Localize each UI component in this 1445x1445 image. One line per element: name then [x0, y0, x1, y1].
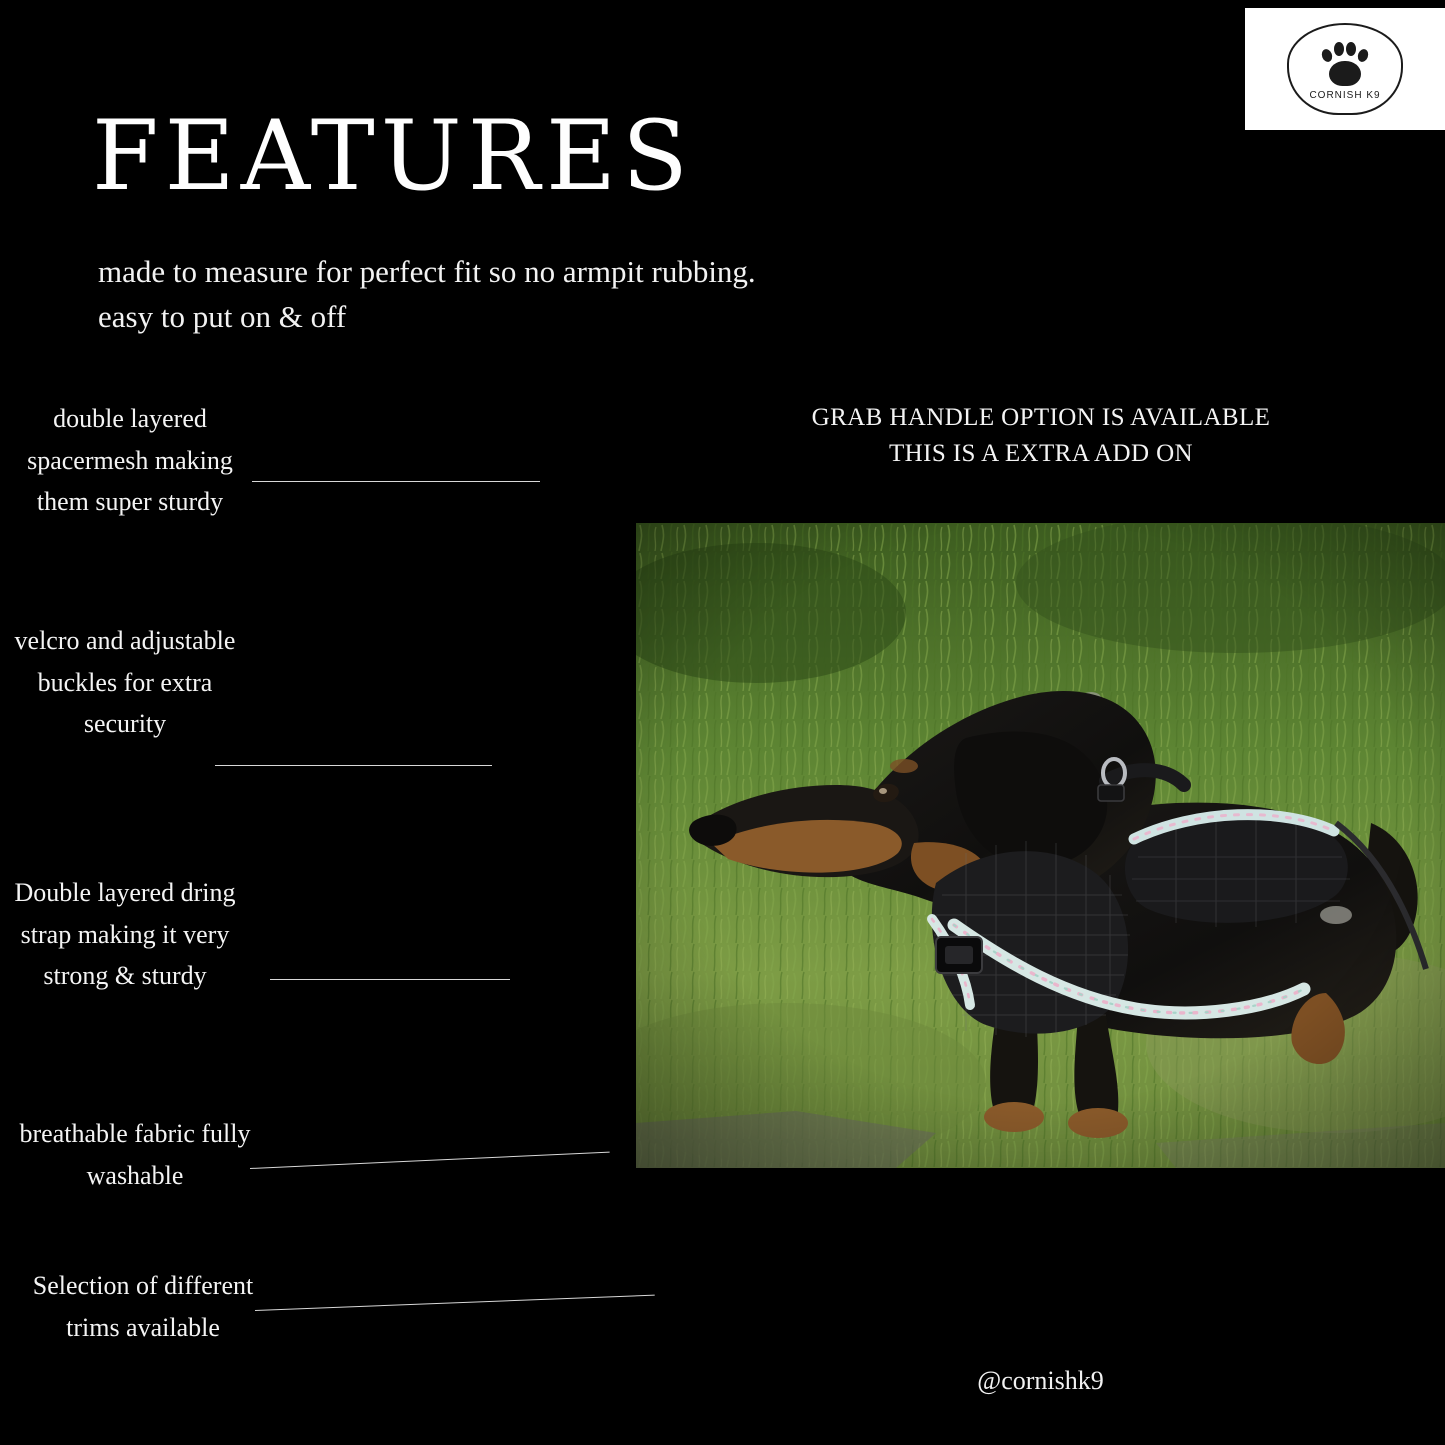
leader-line-velcro-buckles: [215, 765, 492, 766]
grab-handle-note-line1: GRAB HANDLE OPTION IS AVAILABLE: [811, 404, 1271, 431]
feature-breathable-fabric: breathable fabric fully washable: [19, 1119, 251, 1190]
page-subtitle: made to measure for perfect fit so no armpit rubbing. easy to put on & off: [98, 254, 756, 334]
social-handle: @cornishk9: [977, 1366, 1104, 1395]
leader-line-breathable-fabric: [250, 1152, 610, 1169]
feature-velcro-buckles: velcro and adjustable buckles for extra security: [14, 626, 236, 739]
grab-handle-note-line2: THIS IS A EXTRA ADD ON: [889, 440, 1193, 468]
brand-logo: [1245, 8, 1445, 130]
logo-inner: [1287, 17, 1403, 121]
grab-handle-note: [636, 400, 1445, 473]
page-title: FEATURES: [92, 100, 694, 212]
product-photo: [636, 523, 1445, 1168]
feature-spacermesh: double layered spacermesh making them super sturdy: [27, 404, 233, 517]
logo-brand-text: CORNISH K9: [1309, 90, 1381, 101]
leader-line-dring-strap: [270, 979, 510, 980]
paw-icon: [1319, 41, 1371, 87]
leader-line-trims: [255, 1295, 655, 1311]
feature-dring-strap: Double layered dring strap making it very strong & sturdy: [14, 878, 236, 991]
feature-trims: Selection of different trims available: [32, 1271, 254, 1342]
product-photo-illustration: [636, 523, 1445, 1168]
leader-line-spacermesh: [252, 481, 540, 482]
